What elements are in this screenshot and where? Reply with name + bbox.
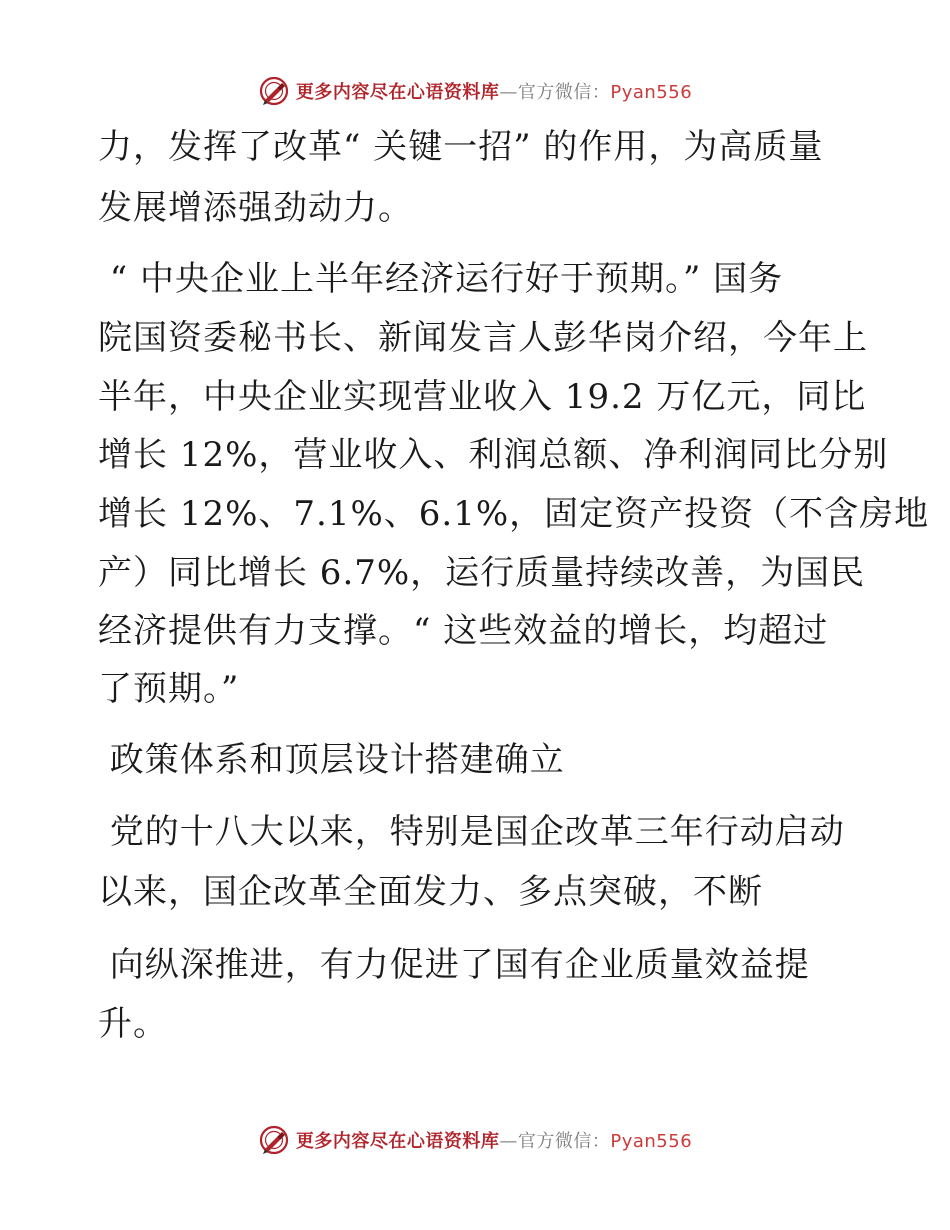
body-line: 升。 [98, 1004, 168, 1044]
body-line: 发展增添强劲动力。 [98, 188, 413, 228]
header-watermark [0, 71, 950, 111]
body-line: 经济提供有力支撑。“ 这些效益的增长，均超过 [98, 611, 829, 651]
header-label: 官方微信： [517, 82, 611, 103]
header-separator: — [499, 82, 518, 103]
body-line: 力，发挥了改革“ 关键一招” 的作用，为高质量 [98, 127, 824, 167]
pen-logo-icon [258, 1124, 290, 1156]
footer-separator: — [499, 1131, 518, 1152]
footer-wechat-id: Pyan556 [610, 1131, 693, 1152]
body-line: 半年，中央企业实现营业收入 19.2 万亿元，同比 [98, 377, 867, 417]
footer-watermark [0, 1120, 950, 1160]
body-line: 党的十八大以来，特别是国企改革三年行动启动 [98, 812, 845, 852]
body-line: 了预期。” [98, 669, 240, 709]
header-wechat-id: Pyan556 [610, 82, 693, 103]
header-watermark-text [296, 78, 692, 104]
body-line: “ 中央企业上半年经济运行好于预期。” 国务 [98, 259, 784, 299]
header-brand: 更多内容尽在心语资料库 [295, 82, 500, 103]
footer-watermark-text [296, 1127, 692, 1153]
section-heading: 政策体系和顶层设计搭建确立 [98, 740, 565, 780]
body-line: 产）同比增长 6.7%，运行质量持续改善，为国民 [98, 553, 866, 593]
footer-label: 官方微信： [517, 1131, 611, 1152]
body-line: 以来，国企改革全面发力、多点突破，不断 [98, 872, 763, 912]
body-line: 增长 12%，营业收入、利润总额、净利润同比分别 [98, 435, 889, 475]
body-line: 院国资委秘书长、新闻发言人彭华岗介绍，今年上 [98, 318, 868, 358]
pen-logo-icon [258, 75, 290, 107]
body-line: 增长 12%、7.1%、6.1%，固定资产投资（不含房地 [98, 494, 930, 534]
footer-brand: 更多内容尽在心语资料库 [295, 1131, 500, 1152]
body-line: 向纵深推进，有力促进了国有企业质量效益提 [98, 945, 810, 985]
